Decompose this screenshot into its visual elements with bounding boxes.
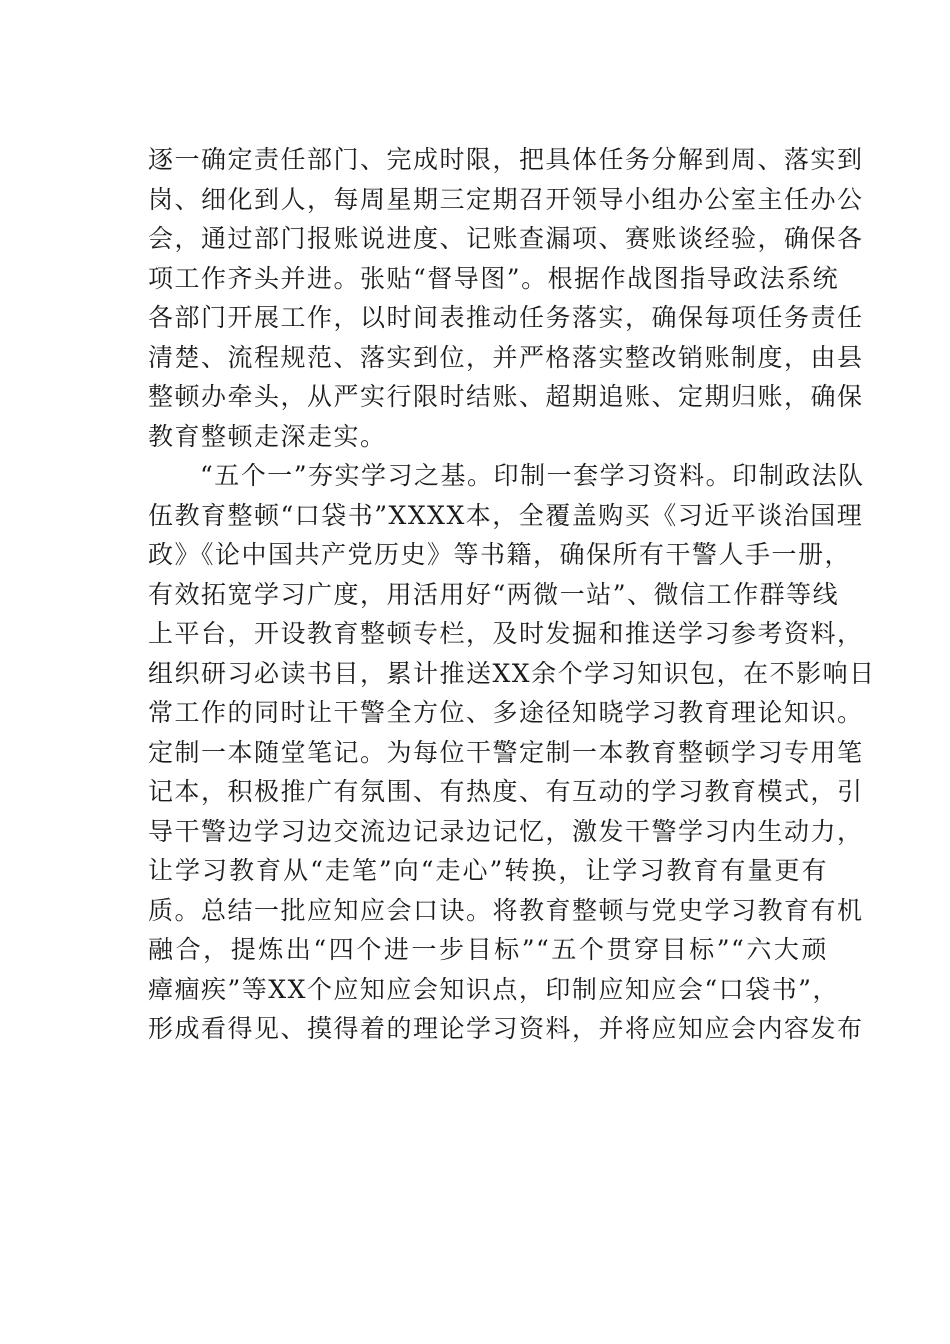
text-line: 融合，提炼出“四个进一步目标”“五个贯穿目标”“六大顽: [148, 935, 828, 964]
text-line: 质。总结一批应知应会口诀。将教育整顿与党史学习教育有机: [148, 895, 864, 925]
text-line: 形成看得见、摸得着的理论学习资料，并将应知应会内容发布: [148, 1014, 864, 1043]
text-line: 导干警边学习边交流边记录边记忆，激发干警学习内生动力，: [148, 816, 864, 846]
paragraph-2: [148, 456, 876, 1049]
text-line: 会，通过部门报账说进度、记账查漏项、赛账谈经验，确保各: [148, 224, 864, 253]
text-line: 让学习教育从“走笔”向“走心”转换，让学习教育有量更有: [148, 856, 828, 885]
text-line: 瘴痼疾”等XX个应知应会知识点，印制应知应会“口袋书”，: [148, 974, 839, 1004]
text-line: 政》《论中国共产党历史》等书籍，确保所有干警人手一册，: [148, 540, 852, 569]
text-line: 伍教育整顿“口袋书”XXXX本，全覆盖购买《习近平谈治国理: [148, 500, 864, 530]
text-line: 整顿办牵头，从严实行限时结账、超期追账、定期归账，确保: [148, 382, 864, 411]
text-line: 逐一确定责任部门、完成时限，把具体任务分解到周、落实到: [148, 145, 864, 174]
text-line: 项工作齐头并进。张贴“督导图”。根据作战图指导政法系统: [148, 263, 840, 293]
text-line: 上平台，开设教育整顿专栏，及时发掘和推送学习参考资料，: [148, 619, 864, 648]
document-body: [148, 140, 876, 1049]
paragraph-1: [148, 140, 864, 456]
text-line: 定制一本随堂笔记。为每位干警定制一本教育整顿学习专用笔: [148, 737, 864, 767]
text-line: 各部门开展工作，以时间表推动任务落实，确保每项任务责任: [148, 303, 864, 332]
text-line: 岗、细化到人，每周星期三定期召开领导小组办公室主任办公: [148, 184, 864, 214]
text-line: 常工作的同时让干警全方位、多途径知晓学习教育理论知识。: [148, 698, 864, 727]
text-line: 清楚、流程规范、落实到位，并严格落实整改销账制度，由县: [148, 342, 864, 372]
text-line: 有效拓宽学习广度，用活用好“两微一站”、微信工作群等线: [148, 579, 840, 609]
text-line: 组织研习必读书目，累计推送XX余个学习知识包，在不影响日: [148, 658, 876, 688]
text-line: 记本，积极推广有氛围、有热度、有互动的学习教育模式，引: [148, 777, 864, 806]
text-line: “五个一”夯实学习之基。印制一套学习资料。印制政法队: [200, 461, 865, 490]
text-line: 教育整顿走深走实。: [148, 421, 387, 451]
